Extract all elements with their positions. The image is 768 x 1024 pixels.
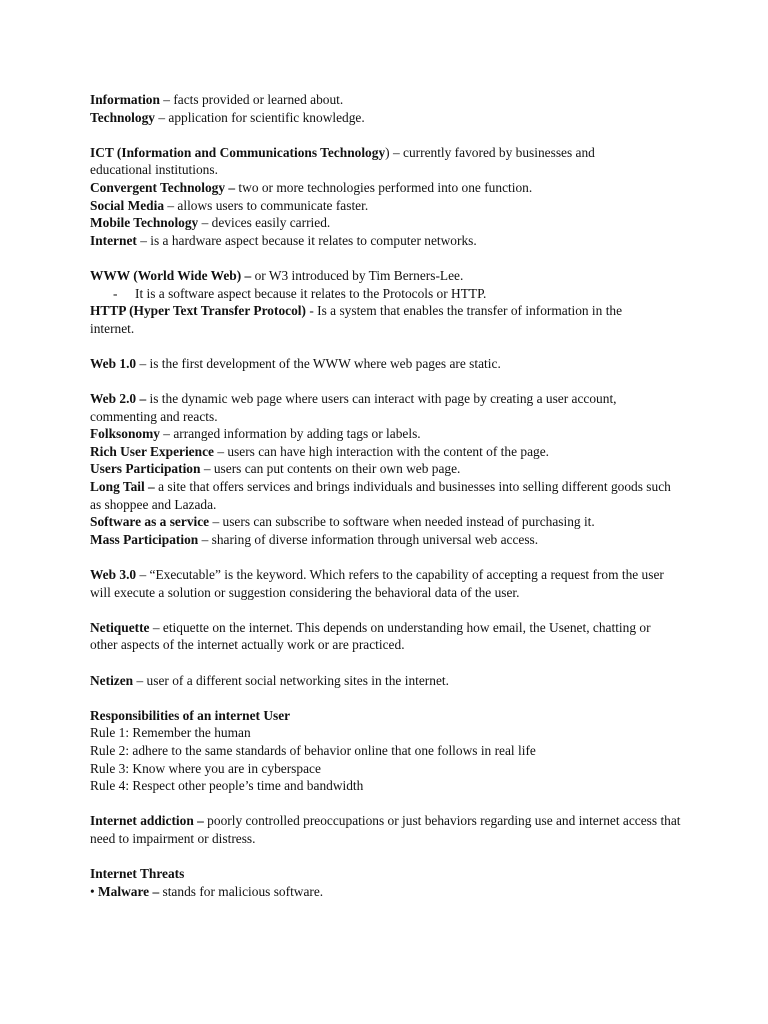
definition: – is a hardware aspect because it relates to computer networks. <box>136 232 477 248</box>
entry-malware <box>90 883 690 901</box>
sub-point-text: It is a software aspect because it relates to the Protocols or HTTP. <box>135 285 487 301</box>
entry-www <box>90 267 690 285</box>
entry-ict <box>90 144 630 179</box>
term: Mobile Technology <box>90 215 199 231</box>
www-sub-point <box>90 285 690 303</box>
bullet: • <box>90 883 99 899</box>
term: Users Participation <box>90 461 201 477</box>
spacer <box>90 848 690 866</box>
term: Web 3.0 <box>90 567 137 583</box>
definition: – is the first development of the WWW where web pages are static. <box>136 355 501 371</box>
spacer <box>90 126 690 144</box>
term: Rich User Experience <box>90 443 214 459</box>
definition: – etiquette on the internet. This depends on understanding how email, the Usenet, chatting or other aspects of the internet actually work or are practiced. <box>90 619 651 653</box>
internet-threats-heading <box>90 865 690 883</box>
entry-users-participation <box>90 460 690 478</box>
spacer <box>90 249 690 267</box>
term: Software as a service <box>90 514 210 530</box>
entry-long-tail <box>90 478 680 513</box>
dash-bullet: - <box>113 285 118 301</box>
term: Web 2.0 – <box>90 391 147 407</box>
definition: – sharing of diverse information through universal web access. <box>198 531 539 547</box>
term: Mass Participation <box>90 531 199 547</box>
term: Information <box>90 92 160 107</box>
term: Malware – <box>98 883 160 899</box>
spacer <box>90 373 690 391</box>
responsibilities-heading <box>90 707 690 725</box>
definition: or W3 introduced by Tim Berners-Lee. <box>251 267 464 283</box>
entry-technology <box>90 109 690 127</box>
document-page <box>90 91 690 900</box>
definition: poorly controlled preoccupations or just behaviors regarding use and internet access that need to impairment or distress. <box>90 813 681 846</box>
spacer <box>90 689 690 707</box>
spacer <box>90 795 690 813</box>
entry-http <box>90 302 650 337</box>
term: Internet <box>90 232 137 248</box>
entry-folksonomy <box>90 425 690 443</box>
term: Long Tail – <box>90 479 155 495</box>
definition: stands for malicious software. <box>159 883 324 899</box>
entry-information <box>90 91 690 109</box>
entry-internet-addiction <box>90 812 685 847</box>
term: Netiquette <box>90 619 150 635</box>
definition: is the dynamic web page where users can interact with page by creating a user account, commenting and reacts. <box>90 391 617 424</box>
definition: - Is a system that enables the transfer of information in the internet. <box>90 303 623 336</box>
term: Convergent Technology – <box>90 179 236 195</box>
entry-web2 <box>90 390 645 425</box>
heading-text: Internet Threats <box>90 866 185 882</box>
entry-internet <box>90 232 690 250</box>
rule-2: Rule 2: adhere to the same standards of behavior online that one follows in real life <box>90 742 536 758</box>
rule-1: Rule 1: Remember the human <box>90 725 251 741</box>
definition: – allows users to communicate faster. <box>164 197 369 213</box>
heading-text: Responsibilities of an internet User <box>90 707 291 723</box>
term: Web 1.0 <box>90 355 137 371</box>
term: Social Media <box>90 197 165 213</box>
definition: – users can put contents on their own web page. <box>200 461 461 477</box>
definition: – application for scientific knowledge. <box>154 109 365 125</box>
definition: – facts provided or learned about. <box>159 92 344 107</box>
term: HTTP (Hyper Text Transfer Protocol) <box>90 303 306 319</box>
term: ICT (Information and Communications Technology <box>90 144 386 160</box>
entry-convergent-technology <box>90 179 690 197</box>
term: Internet addiction – <box>90 813 204 829</box>
spacer <box>90 548 690 566</box>
definition: – “Executable” is the keyword. Which refers to the capability of accepting a request from the user will execute a solution or suggestion considering the behavioral data of the user. <box>90 567 664 600</box>
spacer <box>90 601 690 619</box>
rule-4: Rule 4: Respect other people’s time and bandwidth <box>90 778 364 794</box>
entry-rich-user-experience <box>90 443 690 461</box>
entry-mass-participation <box>90 531 690 549</box>
term: WWW (World Wide Web) – <box>90 267 252 283</box>
term: Folksonomy <box>90 426 160 442</box>
term: Technology <box>90 109 155 125</box>
entry-software-as-a-service <box>90 513 690 531</box>
entry-netizen <box>90 672 690 690</box>
definition: – user of a different social networking sites in the internet. <box>133 672 449 688</box>
definition: two or more technologies performed into one function. <box>235 179 533 195</box>
term: Netizen <box>90 672 134 688</box>
spacer <box>90 654 690 672</box>
definition: – users can subscribe to software when needed instead of purchasing it. <box>209 514 595 530</box>
entry-web3 <box>90 566 670 601</box>
rule-3: Rule 3: Know where you are in cyberspace <box>90 760 321 776</box>
entry-social-media <box>90 197 690 215</box>
definition: – arranged information by adding tags or labels. <box>159 426 421 442</box>
entry-web1 <box>90 355 690 373</box>
entry-netiquette <box>90 619 680 654</box>
definition: ) – currently favored by businesses and educational institutions. <box>90 144 595 178</box>
definition: – users can have high interaction with the content of the page. <box>213 443 549 459</box>
spacer <box>90 337 690 355</box>
definition: – devices easily carried. <box>198 215 331 231</box>
definition: a site that offers services and brings individuals and businesses into selling different goods such as shoppee and Lazada. <box>90 479 671 512</box>
entry-mobile-technology <box>90 214 690 232</box>
